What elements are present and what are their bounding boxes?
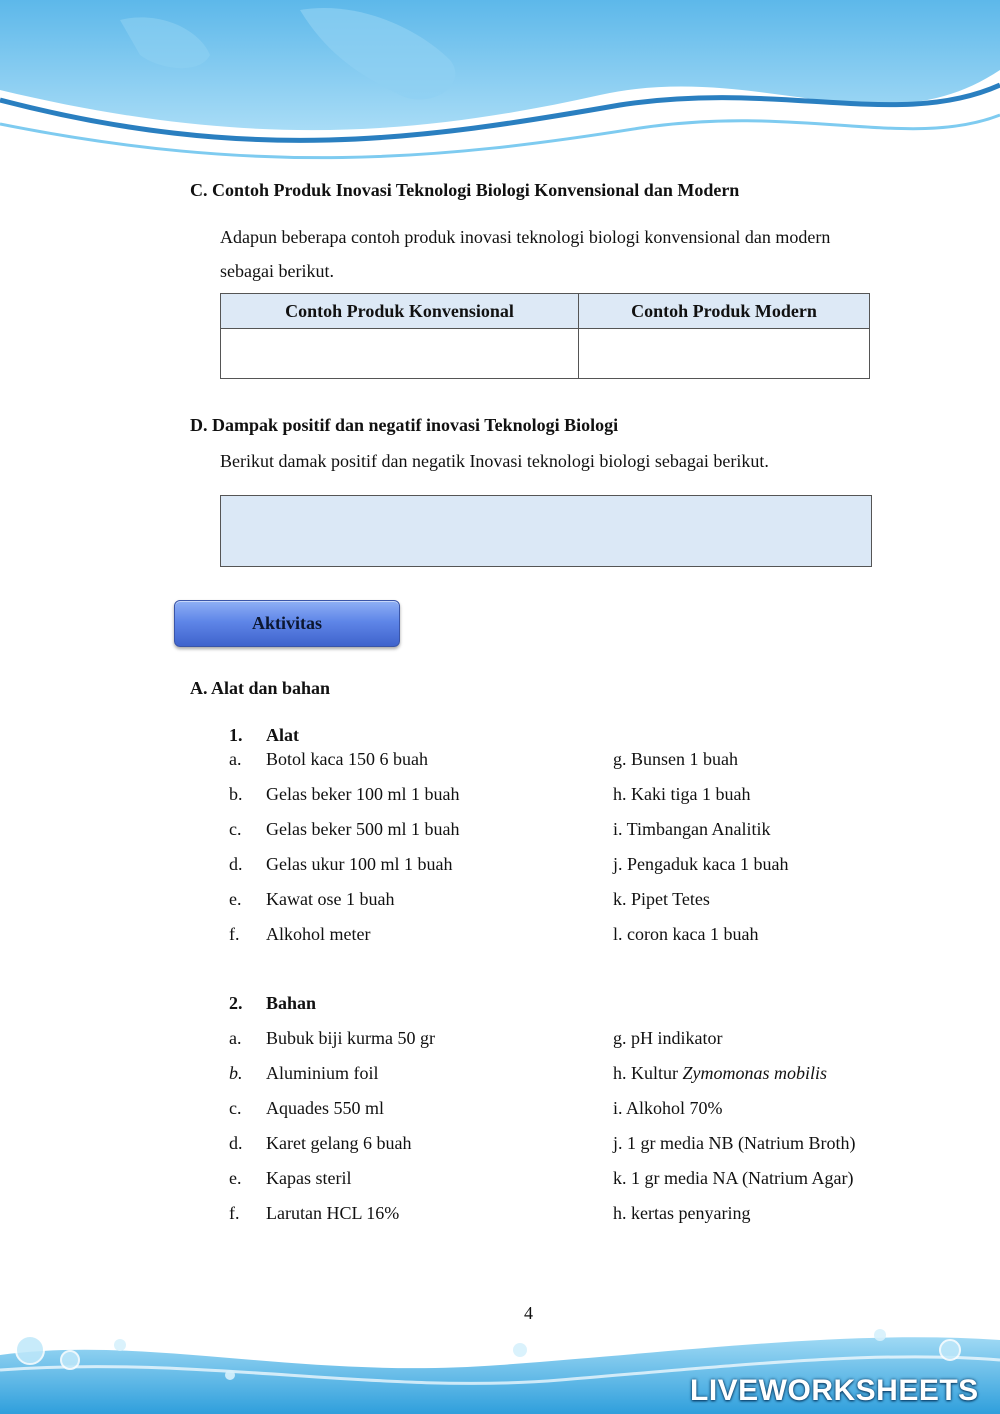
list-marker: a. xyxy=(229,1028,242,1048)
aktivitas-button[interactable]: Aktivitas xyxy=(174,600,400,647)
list-item: g. pH indikator xyxy=(613,1028,723,1048)
impact-answer-box[interactable] xyxy=(220,495,872,567)
list-item-culture xyxy=(613,1062,827,1084)
list-item: j. 1 gr media NB (Natrium Broth) xyxy=(613,1133,856,1153)
list-item: Botol kaca 150 6 buah xyxy=(266,749,428,769)
list-marker: e. xyxy=(229,889,242,909)
modern-products-answer-cell[interactable] xyxy=(579,329,870,379)
section-a-heading: A. Alat dan bahan xyxy=(190,678,331,698)
list-item: Gelas ukur 100 ml 1 buah xyxy=(266,854,453,874)
list-item: Gelas beker 500 ml 1 buah xyxy=(266,819,460,839)
conventional-products-answer-cell[interactable] xyxy=(221,329,579,379)
list-marker: d. xyxy=(229,854,243,874)
list-marker: c. xyxy=(229,1098,242,1118)
header-conventional-products: Contoh Produk Konvensional xyxy=(221,294,579,329)
bahan-number: 2. xyxy=(229,993,243,1013)
list-item: k. 1 gr media NA (Natrium Agar) xyxy=(613,1168,854,1188)
header-wave-banner xyxy=(0,0,1000,160)
list-item: Karet gelang 6 buah xyxy=(266,1133,412,1153)
list-item: Alkohol meter xyxy=(266,924,371,944)
alat-title: Alat xyxy=(266,725,299,745)
list-item: Gelas beker 100 ml 1 buah xyxy=(266,784,460,804)
section-c-intro-line-1: Adapun beberapa contoh produk inovasi teknologi biologi konvensional dan modern xyxy=(220,227,831,247)
list-item: l. coron kaca 1 buah xyxy=(613,924,759,944)
list-item: j. Pengaduk kaca 1 buah xyxy=(613,854,789,874)
list-item: h. Kaki tiga 1 buah xyxy=(613,784,751,804)
alat-number: 1. xyxy=(229,725,243,745)
header-modern-products: Contoh Produk Modern xyxy=(579,294,870,329)
list-item: Aquades 550 ml xyxy=(266,1098,384,1118)
section-d-heading: D. Dampak positif dan negatif inovasi Teknologi Biologi xyxy=(190,415,619,435)
liveworksheets-watermark: LIVEWORKSHEETS xyxy=(690,1374,979,1407)
list-marker: e. xyxy=(229,1168,242,1188)
list-item: g. Bunsen 1 buah xyxy=(613,749,738,769)
section-c-intro-line-2: sebagai berikut. xyxy=(220,261,334,281)
list-marker: a. xyxy=(229,749,242,769)
list-item: Kawat ose 1 buah xyxy=(266,889,395,909)
list-marker: b. xyxy=(229,784,243,804)
bahan-title: Bahan xyxy=(266,993,317,1013)
list-item: Bubuk biji kurma 50 gr xyxy=(266,1028,435,1048)
list-item: Larutan HCL 16% xyxy=(266,1203,400,1223)
section-d-intro: Berikut damak positif dan negatik Inovasi teknologi biologi sebagai berikut. xyxy=(220,451,769,471)
list-item: i. Alkohol 70% xyxy=(613,1098,723,1118)
culture-species: Zymomonas mobilis xyxy=(682,1063,828,1083)
product-comparison-table xyxy=(220,293,870,379)
list-item: i. Timbangan Analitik xyxy=(613,819,771,839)
culture-label: h. Kultur xyxy=(613,1063,683,1083)
list-item: Kapas steril xyxy=(266,1168,352,1188)
section-c-heading: C. Contoh Produk Inovasi Teknologi Biologi Konvensional dan Modern xyxy=(190,180,740,200)
list-item: Aluminium foil xyxy=(266,1063,379,1083)
list-marker: b. xyxy=(229,1063,243,1083)
list-marker: f. xyxy=(229,924,240,944)
list-marker: f. xyxy=(229,1203,240,1223)
list-marker: d. xyxy=(229,1133,243,1153)
list-item: h. kertas penyaring xyxy=(613,1203,751,1223)
list-marker: c. xyxy=(229,819,242,839)
list-item: k. Pipet Tetes xyxy=(613,889,710,909)
page-number: 4 xyxy=(524,1303,533,1323)
